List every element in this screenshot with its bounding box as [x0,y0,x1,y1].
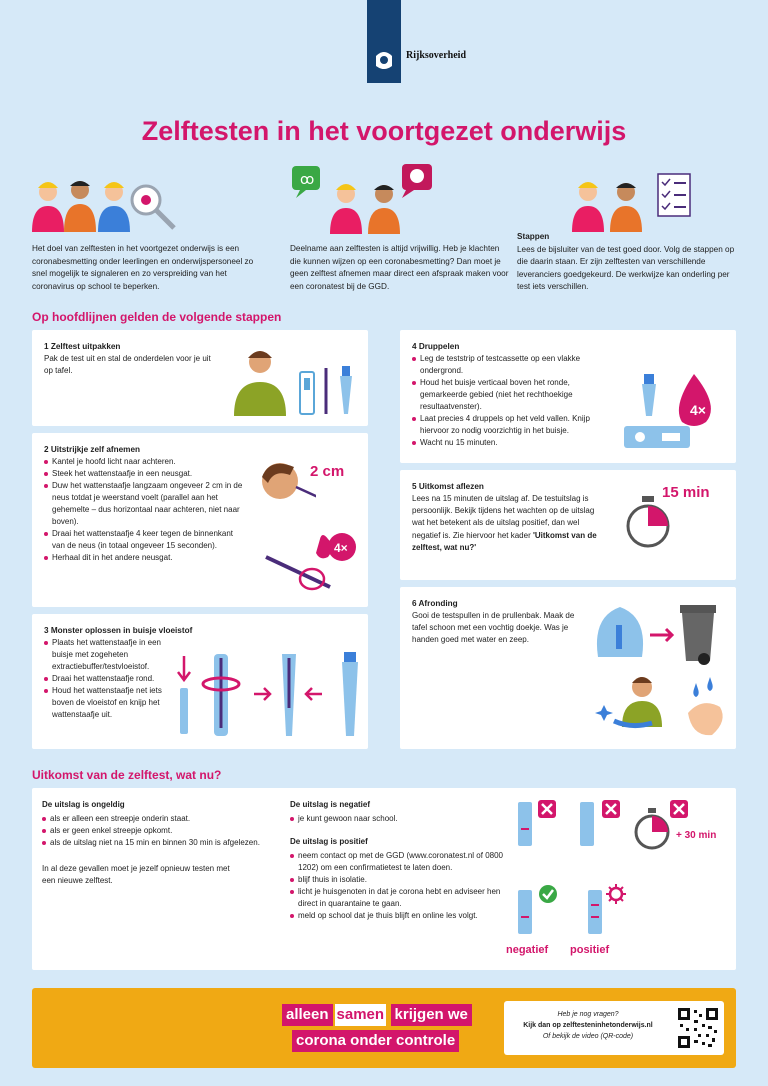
list-item: als de uitslag niet na 15 min en binnen 30 min is afgelezen. [42,837,277,849]
list-item: Duw het wattenstaafje langzaam ongeveer 2 cm in de neus totdat je weerstand voelt (parallel aan het gehemelte – dus horizontaal naar achteren, niet naar boven). [44,480,244,528]
step-3-title: 3 Monster oplossen in buisje vloeistof [44,626,193,635]
website-link[interactable]: Kijk dan op zelftesteninhetonderwijs.nl [523,1022,653,1029]
questions-line-3: Of bekijk de video (QR-code) [542,1033,634,1040]
step-2-list [44,456,244,564]
list-item: Laat precies 4 druppels op het veld vallen. Knijp hiervoor zo nodig voorzichtig in het buisje. [412,413,598,437]
intro-steps-title: Stappen [517,232,550,241]
step-4-list [412,353,598,449]
step-1-title: 1 Zelftest uitpakken [44,342,121,351]
list-item: als er alleen een streepje onderin staat. [42,813,277,825]
negative-list [290,813,506,825]
label-4x-drops: 4× [690,402,706,418]
step-3-card [32,614,368,749]
step-5-text-body: Lees na 15 minuten de uitslag af. De testuitslag is persoonlijk. Bekijk tijdens het wachten op de uitslag wat het betekent als de uitslag positief, dan wel negatief is. Zie hiervoor het kader [412,494,595,540]
step-5-title: 5 Uitkomst aflezen [412,482,484,491]
list-item: als er geen enkel streepje opkomt. [42,825,277,837]
list-item: je kunt gewoon naar school. [290,813,506,825]
step-5-text [412,493,604,554]
step-5-card [400,470,736,580]
label-plus-30min: + 30 min [676,830,717,841]
logo-text: Rijksoverheid [406,50,466,61]
page-title: Zelftesten in het voortgezet onderwijs [141,116,627,146]
slogan-word: alleen [282,1004,333,1026]
intro-voluntary: Deelname aan zelftesten is altijd vrijwillig. Heb je klachten die kunnen wijzen op een coronabesmetting? Dan moet je geen zelftest afnemen maar direct een afspraak maken voor een coronatest bij de GGD. [290,244,509,291]
list-item: licht je huisgenoten in dat je corona hebt en adviseer hen direct in quarantaine te gaan. [290,886,506,910]
invalid-note: In al deze gevallen moet je jezelf opnieuw testen met een nieuwe zelftest. [42,864,230,886]
list-item: Kantel je hoofd licht naar achteren. [44,456,244,468]
cleanup-illustration [592,597,732,743]
invalid-list [42,813,277,849]
negative-title: De uitslag is negatief [290,800,371,809]
intro-steps [517,231,739,294]
list-item: Houd het wattenstaafje net iets boven de vloeistof en knijp het wattenstaafje uit. [44,685,184,721]
drop-cassette-illustration [622,370,726,456]
swab-rotate-illustration [260,529,360,599]
steps-section-title: Op hoofdlijnen gelden de volgende stappen [32,310,282,324]
svg-text:ꝏ: ꝏ [300,172,315,188]
students-magnifier-illustration [30,172,180,234]
list-item: Draai het wattenstaafje rond. [44,673,184,685]
list-item: Houd het buisje verticaal boven het ronde, gemarkeerde gebied (niet het rechthoekige resultaatvenster). [412,377,598,413]
list-item: Leg de teststrip of testcassette op een vlakke ondergrond. [412,353,598,377]
crest-icon [373,46,395,72]
label-15min: 15 min [662,484,710,501]
results-card [32,788,736,970]
step-4-card [400,330,736,463]
questions-box [504,1001,724,1055]
students-speech-illustration [290,162,440,234]
slogan-word: corona onder controle [292,1030,459,1052]
step-3-list [44,637,184,721]
slogan-word: krijgen we [391,1004,472,1026]
step-1-card [32,330,368,426]
unpack-test-illustration [228,338,364,422]
timer-icon [622,494,674,552]
step-6-text: Gooi de testspullen in de prullenbak. Maak de tafel schoon met een vochtig doekje. Was je handen goed met water en zeep. [412,611,575,645]
step-5-text-link: 'Uitkomst van de zelftest, wat nu?' [412,530,597,552]
label-2cm: 2 cm [310,463,345,480]
step-2-title: 2 Uitstrijkje zelf afnemen [44,445,141,454]
list-item: blijf thuis in isolatie. [290,874,506,886]
list-item: Plaats het wattenstaafje in een buisje met zogeheten extractiebuffer/testvloeistof. [44,637,184,673]
slogan-word: samen [335,1004,387,1026]
list-item: meld op school dat je thuis blijft en online les volgt. [290,910,506,922]
positive-title: De uitslag is positief [290,837,368,846]
label-4x-swab: 4× [334,541,348,555]
list-item: Draai het wattenstaafje 4 keer tegen de binnenkant van de neus (in totaal ongeveer 15 seconden). [44,528,244,552]
label-negatief: negatief [506,944,549,956]
qr-code-icon[interactable] [676,1006,720,1050]
slogan-line-1 [282,1004,474,1026]
list-item: Steek het wattenstaafje in een neusgat. [44,468,244,480]
step-2-card [32,433,368,607]
slogan-line-2 [292,1030,461,1052]
list-item: Wacht nu 15 minuten. [412,437,598,449]
label-positief: positief [570,944,610,956]
step-6-title: 6 Afronding [412,599,458,608]
list-item: neem contact op met de GGD (www.coronatest.nl of 0800 1202) om een confirmatietest te laten doen. [290,850,506,874]
intro-steps-text: Lees de bijsluiter van de test goed door. Volg de stappen op die daarin staan. Er zijn zelftesten van verschillende leveranciers goedgekeurd. De werkwijze kan onderling per test iets verschillen. [517,244,735,292]
result-icons-illustration [512,798,732,944]
step-6-card [400,587,736,749]
positive-list [290,850,506,922]
nose-swab-illustration [256,453,316,513]
invalid-title: De uitslag is ongeldig [42,800,125,809]
intro-goal: Het doel van zelftesten in het voortgezet onderwijs is een coronabesmetting onder leerlingen en onderwijspersoneel zo snel mogelijk te signaleren en zo verspreiding van het coronavirus op school te beperken. [32,244,254,291]
step-1-text: Pak de test uit en stal de onderdelen voor je uit op tafel. [44,354,211,376]
questions-line-1: Heb je nog vragen? [557,1011,619,1018]
step-4-title: 4 Druppelen [412,342,460,351]
results-section-title: Uitkomst van de zelftest, wat nu? [32,768,222,782]
students-checklist-illustration [570,172,695,234]
list-item: Herhaal dit in het andere neusgat. [44,552,244,564]
tube-swirl-illustration [174,648,364,742]
